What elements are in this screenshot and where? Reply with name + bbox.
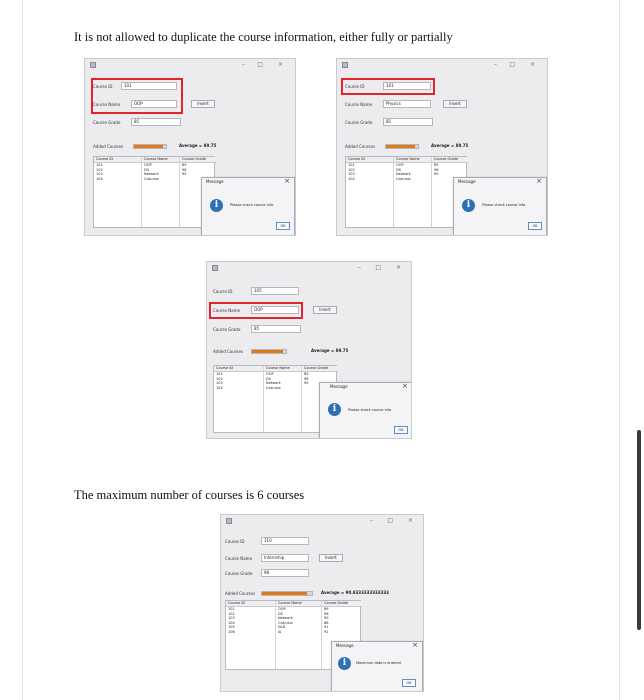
table-cell: Calculus xyxy=(144,176,159,181)
courses-table[interactable] xyxy=(345,156,467,228)
highlight-box xyxy=(91,78,183,114)
table-cell: 104 xyxy=(216,385,223,390)
dialog-close-icon[interactable]: × xyxy=(284,177,290,185)
close-icon[interactable]: × xyxy=(529,61,535,68)
screenshot-duplicate-name xyxy=(336,58,548,236)
screenshot-maximum-courses xyxy=(220,514,424,692)
table-cell: 89 xyxy=(434,163,439,167)
info-icon: i xyxy=(328,403,341,416)
average-value: Average = 89.75 xyxy=(311,348,349,353)
course-id-field[interactable]: 105 xyxy=(251,287,299,295)
table-cell: DS xyxy=(144,167,149,172)
column-header-name[interactable]: Course Name xyxy=(264,366,301,372)
java-app-icon xyxy=(226,518,232,524)
table-cell: 89 xyxy=(324,607,329,611)
table-cell: 96 xyxy=(182,167,187,172)
insert-button[interactable]: Insert xyxy=(319,554,343,562)
column-header-grade[interactable]: Course Grade xyxy=(322,601,362,607)
dialog-title: Message xyxy=(330,384,348,389)
average-progress-bar xyxy=(261,591,313,596)
table-cell: 103 xyxy=(228,616,235,621)
table-column-id xyxy=(226,601,276,669)
dialog-title: Message xyxy=(458,179,476,184)
window-title-bar xyxy=(85,59,295,71)
maximize-icon[interactable]: □ xyxy=(257,61,263,68)
progress-fill xyxy=(386,145,415,148)
table-cell: 101 xyxy=(348,163,355,167)
scrollbar-thumb[interactable] xyxy=(637,430,641,630)
heading-duplicate-rule: It is not allowed to duplicate the course information, either fully or partially xyxy=(74,30,453,44)
course-name-field[interactable]: Physics xyxy=(383,100,431,108)
course-grade-field[interactable]: 85 xyxy=(251,325,301,333)
column-header-grade[interactable]: Course Grade xyxy=(302,366,338,372)
table-cell: 90 xyxy=(304,381,309,386)
table-column-name xyxy=(142,157,180,227)
table-cell: 103 xyxy=(216,381,223,386)
table-cell: 96 xyxy=(434,167,439,172)
table-cell: Network xyxy=(266,381,281,386)
course-name-field[interactable]: Internship xyxy=(261,554,309,562)
table-cell: 89 xyxy=(304,372,309,376)
table-column-name xyxy=(276,601,322,669)
screenshot-duplicate-course-name xyxy=(206,261,412,439)
column-header-id[interactable]: Course ID xyxy=(346,157,393,163)
added-courses-label: Added Courses xyxy=(93,144,124,149)
table-cell: 102 xyxy=(216,376,223,381)
close-icon[interactable]: × xyxy=(395,264,401,271)
average-value: Average = 89.75 xyxy=(431,143,469,148)
dialog-message: Please check course info xyxy=(348,408,392,412)
course-id-label: Course ID xyxy=(93,84,113,89)
table-cell: 96 xyxy=(324,611,329,616)
message-dialog xyxy=(201,177,295,236)
table-cell: Network xyxy=(144,172,159,177)
course-id-label: Course ID xyxy=(213,289,233,294)
course-name-label: Course Name xyxy=(345,102,373,107)
table-cell: AI xyxy=(278,629,282,634)
column-header-id[interactable]: Course ID xyxy=(226,601,275,607)
table-cell: 103 xyxy=(96,172,103,177)
minimize-icon[interactable]: – xyxy=(370,517,373,524)
message-dialog xyxy=(319,382,412,439)
course-name-field[interactable]: OOP xyxy=(251,306,299,314)
dialog-close-icon[interactable]: × xyxy=(402,382,408,390)
table-cell: Network xyxy=(396,172,411,177)
table-cell: 106 xyxy=(228,629,235,634)
average-progress-bar xyxy=(385,144,419,149)
window-title-bar xyxy=(337,59,547,71)
average-progress-bar xyxy=(133,144,167,149)
column-header-id[interactable]: Course ID xyxy=(94,157,141,163)
course-id-field[interactable]: 101 xyxy=(121,82,177,90)
column-header-name[interactable]: Course Name xyxy=(394,157,431,163)
course-grade-label: Course Grade xyxy=(93,120,121,125)
screenshot-duplicate-id xyxy=(84,58,296,236)
course-id-label: Course ID xyxy=(345,84,365,89)
info-icon: i xyxy=(462,199,475,212)
dialog-ok-button[interactable]: OK xyxy=(528,222,542,230)
average-value: Average = 89.75 xyxy=(179,143,217,148)
table-cell: 101 xyxy=(216,372,223,376)
minimize-icon[interactable]: – xyxy=(242,61,245,68)
insert-button[interactable]: Insert xyxy=(443,100,467,108)
added-courses-label: Added Courses xyxy=(225,591,256,596)
table-cell: OOP xyxy=(278,607,286,611)
table-column-id xyxy=(346,157,394,227)
progress-fill xyxy=(252,350,283,353)
table-cell: Calculus xyxy=(278,620,293,625)
course-grade-field[interactable]: 85 xyxy=(131,118,181,126)
table-column-name xyxy=(394,157,432,227)
table-cell: OOP xyxy=(396,163,404,167)
highlight-box xyxy=(209,302,303,319)
close-icon[interactable]: × xyxy=(407,517,413,524)
table-cell: DLD xyxy=(278,625,286,630)
table-cell: 89 xyxy=(182,163,187,167)
close-icon[interactable]: × xyxy=(277,61,283,68)
course-grade-label: Course Grade xyxy=(225,571,253,576)
average-value: Average = 90.8333333333333 xyxy=(321,590,389,595)
table-cell: 104 xyxy=(228,620,235,625)
table-column-id xyxy=(94,157,142,227)
column-header-name[interactable]: Course Name xyxy=(142,157,179,163)
dialog-close-icon[interactable]: × xyxy=(536,177,542,185)
table-cell: 101 xyxy=(96,163,103,167)
table-cell: Calculus xyxy=(396,176,411,181)
course-id-label: Course ID xyxy=(225,539,245,544)
course-grade-field[interactable]: 85 xyxy=(383,118,433,126)
dialog-ok-button[interactable]: OK xyxy=(402,679,416,687)
table-cell: 90 xyxy=(182,172,187,177)
maximize-icon[interactable]: □ xyxy=(375,264,381,271)
table-cell: DS xyxy=(396,167,401,172)
maximize-icon[interactable]: □ xyxy=(387,517,393,524)
table-cell: 102 xyxy=(348,167,355,172)
table-cell: 88 xyxy=(324,620,329,625)
table-cell: Calculus xyxy=(266,385,281,390)
table-cell: 104 xyxy=(96,176,103,181)
table-column-id xyxy=(214,366,264,432)
course-grade-field[interactable]: 98 xyxy=(261,569,309,577)
course-grade-label: Course Grade xyxy=(345,120,373,125)
message-dialog xyxy=(453,177,547,236)
progress-fill xyxy=(134,145,163,148)
dialog-message: Please check course info xyxy=(482,203,526,207)
course-id-field[interactable]: 110 xyxy=(261,537,309,545)
column-header-grade[interactable]: Course Grade xyxy=(432,157,468,163)
table-cell: DS xyxy=(278,611,283,616)
dialog-ok-button[interactable]: OK xyxy=(276,222,290,230)
table-cell: 103 xyxy=(348,172,355,177)
table-column-name xyxy=(264,366,302,432)
dialog-ok-button[interactable]: OK xyxy=(394,426,408,434)
table-cell: 91 xyxy=(324,625,329,630)
java-app-icon xyxy=(212,265,218,271)
progress-fill xyxy=(262,592,307,595)
highlight-box xyxy=(341,78,435,95)
info-icon: i xyxy=(338,657,351,670)
column-header-name[interactable]: Course Name xyxy=(276,601,321,607)
course-name-label: Course Name xyxy=(213,308,241,313)
table-cell: 105 xyxy=(228,625,235,630)
message-dialog xyxy=(331,641,423,692)
added-courses-label: Added Courses xyxy=(345,144,376,149)
courses-table[interactable] xyxy=(93,156,215,228)
course-grade-label: Course Grade xyxy=(213,327,241,332)
minimize-icon[interactable]: – xyxy=(494,61,497,68)
table-cell: DS xyxy=(266,376,271,381)
dialog-title: Message xyxy=(336,643,354,648)
table-cell: Network xyxy=(278,616,293,621)
course-name-field[interactable]: OOP xyxy=(131,100,177,108)
course-name-label: Course Name xyxy=(93,102,121,107)
column-header-grade[interactable]: Course Grade xyxy=(180,157,216,163)
table-cell: 102 xyxy=(228,611,235,616)
dialog-title: Message xyxy=(206,179,224,184)
table-cell: 101 xyxy=(228,607,235,611)
minimize-icon[interactable]: – xyxy=(358,264,361,271)
course-name-label: Course Name xyxy=(225,556,253,561)
table-cell: 96 xyxy=(304,376,309,381)
table-cell: 91 xyxy=(324,629,329,634)
course-id-field[interactable]: 101 xyxy=(383,82,431,90)
insert-button[interactable]: Insert xyxy=(313,306,337,314)
added-courses-label: Added Courses xyxy=(213,349,244,354)
dialog-message: Maximum data is entered xyxy=(356,661,401,665)
window-title-bar xyxy=(207,262,411,274)
insert-button[interactable]: Insert xyxy=(191,100,215,108)
average-progress-bar xyxy=(251,349,287,354)
column-header-id[interactable]: Course ID xyxy=(214,366,263,372)
maximize-icon[interactable]: □ xyxy=(509,61,515,68)
table-cell: OOP xyxy=(144,163,152,167)
table-cell: 90 xyxy=(434,172,439,177)
table-cell: 102 xyxy=(96,167,103,172)
window-title-bar xyxy=(221,515,423,527)
info-icon: i xyxy=(210,199,223,212)
table-cell: 104 xyxy=(348,176,355,181)
heading-maximum-rule: The maximum number of courses is 6 courses xyxy=(74,488,305,502)
dialog-close-icon[interactable]: × xyxy=(412,641,418,649)
java-app-icon xyxy=(90,62,96,68)
table-cell: 90 xyxy=(324,616,329,621)
table-cell: OOP xyxy=(266,372,274,376)
java-app-icon xyxy=(342,62,348,68)
dialog-message: Please check course info xyxy=(230,203,274,207)
